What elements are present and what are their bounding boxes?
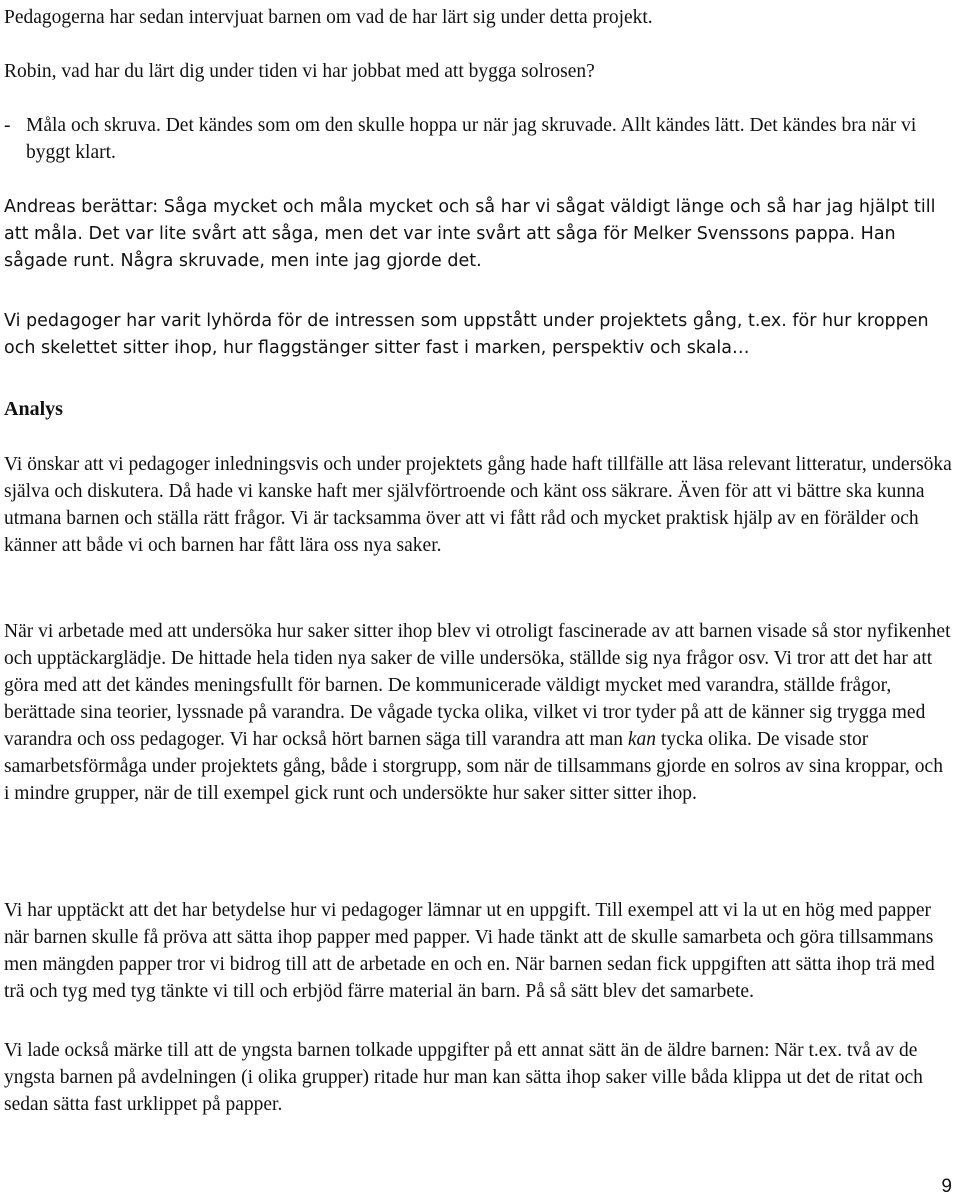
paragraph-intro: Pedagogerna har sedan intervjuat barnen om vad de har lärt sig under detta projekt. xyxy=(4,7,653,28)
answer-robin xyxy=(4,112,952,166)
section-heading-analys: Analys xyxy=(4,398,63,420)
page-number: 9 xyxy=(941,1176,952,1197)
paragraph-analysis-2 xyxy=(4,618,952,807)
emphasis-kan: kan xyxy=(627,729,657,750)
answer-robin-text: Måla och skruva. Det kändes som om den skulle hoppa ur när jag skruvade. Allt kändes lätt. Det kändes bra när vi byggt klart. xyxy=(26,115,917,163)
paragraph-analysis-4: Vi lade också märke till att de yngsta barnen tolkade uppgifter på ett annat sätt än de äldre barnen: När t.ex. två av de yngsta barnen på avdelningen (i olika grupper) ritade hur man kan sätta ihop saker ville båda klippa ut det de ritat och sedan sätta fast urklippet på papper. xyxy=(4,1040,923,1115)
paragraph-analysis-3: Vi har upptäckt att det har betydelse hur vi pedagoger lämnar ut en uppgift. Till exempel att vi la ut en hög med papper när barnen skulle få pröva att sätta ihop papper med papper. Vi hade tänkt att de skulle samarbeta och göra tillsammans men mängden papper tror vi bidrog till att de arbetade en och en. När barnen sedan fick uppgiften att sätta ihop trä med trä och tyg med tyg tänkte vi till och erbjöd färre material än barn. På så sätt blev det samarbete. xyxy=(4,900,935,1002)
paragraph-analysis-2-part2: tycka olika. De visade stor samarbetsförmåga under projektets gång, både i storgrupp, som när de tillsammans gjorde en solros av sina kroppar, och i mindre grupper, när de till exempel gick runt och undersökte hur saker sitter sitter ihop. xyxy=(4,729,943,804)
list-dash: - xyxy=(4,115,11,136)
paragraph-analysis-2-part1: När vi arbetade med att undersöka hur saker sitter ihop blev vi otroligt fascinerade av att barnen visade så stor nyfikenhet och upptäckarglädje. De hittade hela tiden nya saker de ville undersöka, ställde sig nya frågor osv. Vi tror att det har att göra med att det kändes meningsfullt för barnen. De kommunicerade väldigt mycket med varandra, ställde frågor, berättade sina teorier, lyssnade på varandra. De vågade tycka olika, vilket vi tror tyder på att de känner sig trygga med varandra och oss pedagoger. Vi har också hört barnen säga till varandra att man xyxy=(4,621,951,750)
paragraph-pedagogues-sensitive: Vi pedagoger har varit lyhörda för de intressen som uppstått under projektets gång, t.ex. för hur kroppen och skelettet sitter ihop, hur flaggstänger sitter fast i marken, perspektiv och skala… xyxy=(4,311,929,358)
paragraph-question-robin: Robin, vad har du lärt dig under tiden vi har jobbat med att bygga solrosen? xyxy=(4,61,595,82)
paragraph-analysis-1: Vi önskar att vi pedagoger inledningsvis och under projektets gång hade haft tillfälle att läsa relevant litteratur, undersöka själva och diskutera. Då hade vi kanske haft mer självförtroende och känt oss säkrare. Även för att vi bättre ska kunna utmana barnen och ställa rätt frågor. Vi är tacksamma över att vi fått råd och mycket praktisk hjälp av en förälder och känner att både vi och barnen har fått lära oss nya saker. xyxy=(4,454,952,556)
paragraph-andreas: Andreas berättar: Såga mycket och måla mycket och så har vi sågat väldigt länge och så har jag hjälpt till att måla. Det var lite svårt att såga, men det var inte svårt att såga för Melker Svenssons pappa. Han sågade runt. Några skruvade, men inte jag gjorde det. xyxy=(4,197,936,271)
